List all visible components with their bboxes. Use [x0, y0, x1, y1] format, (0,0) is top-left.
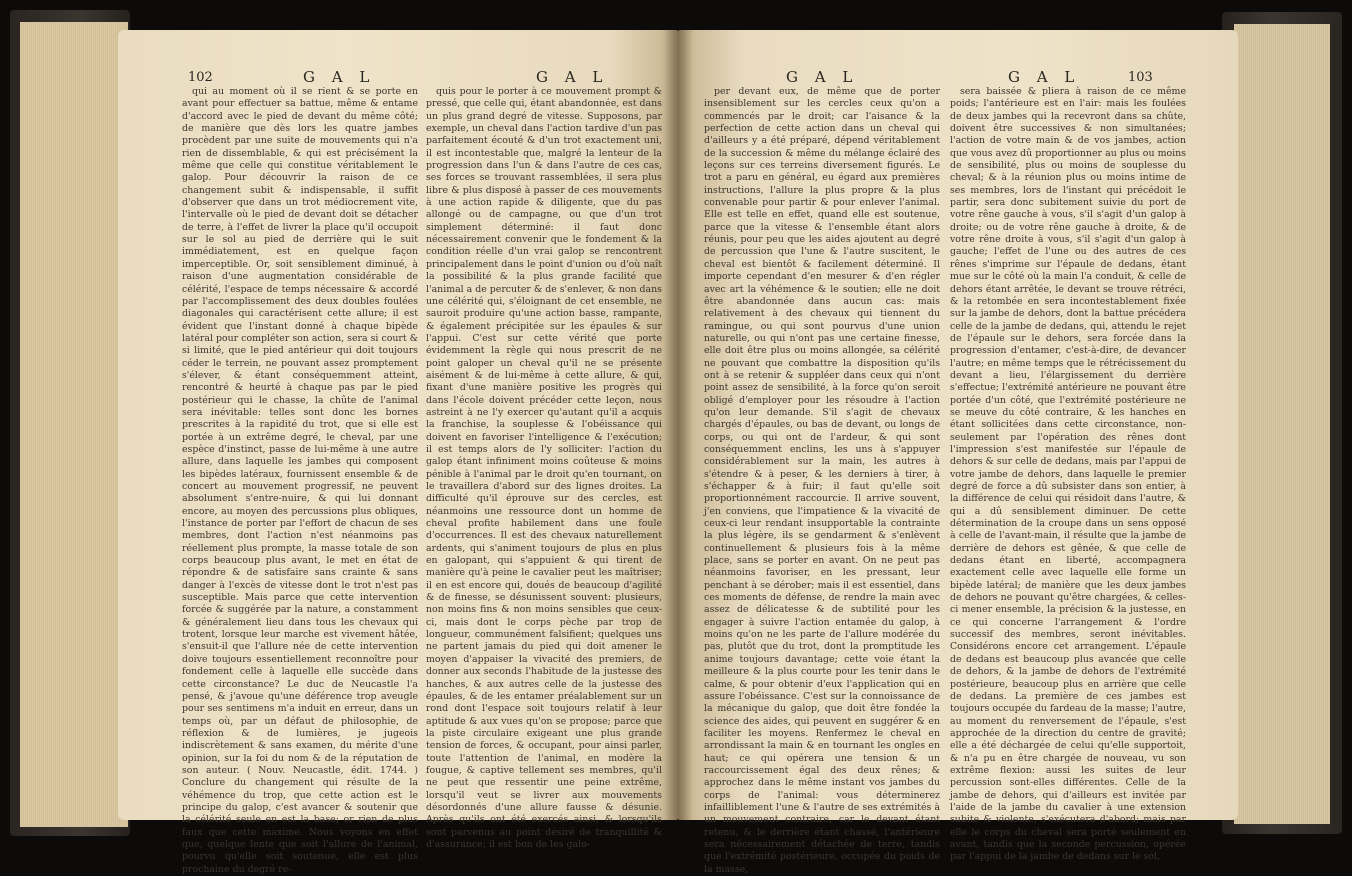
left-page-column-1 [182, 86, 418, 875]
running-head-right-col2: G A L [1008, 68, 1081, 86]
right-page-column-2 [950, 86, 1186, 863]
page-number-right: 103 [1128, 70, 1153, 85]
page-number-left: 102 [188, 70, 213, 85]
column-text: quis pour le porter à ce mouvement prompt & pressé, que celle qui, étant abandonnée, est dans un plus grand degré de vitesse. Supposons, par exemple, un cheval dans l'action tardive d'un pas parfaitement écouté & d'un trot exactement uni, il est incontestable que, malgré la lenteur de la progression dans l'un & dans l'autre de ces cas, ses forces se trouvant rassemblées, il sera plus libre & plus disposé à passer de ces mouvements à une action rapide & diligente, que du pas allongé ou de campagne, ou que d'un trot simplement déterminé: il faut donc nécessairement convenir que le fondement & la condition réelle d'un vrai galop se rencontrent principalement dans le point d'union ou d'où naît la possibilité & la plus grande facilité que l'animal a de percuter & de s'enlever, & non dans une célérité qui, s'éloignant de cet ensemble, ne sauroit produire qu'une action basse, rampante, & également précipitée sur les épaules & sur l'appui. C'est sur cette vérité que porte évidemment la règle qui nous prescrit de ne point galoper un cheval qu'il ne se présente aisément & de lui-même à cette allure, & qui, fixant d'une manière positive les progrès qui dans l'école doivent précéder cette leçon, nous astreint à ne l'y exercer qu'autant qu'il a acquis la franchise, la souplesse & l'obéissance qui doivent en favoriser l'intelligence & l'exécution; il est temps alors de l'y solliciter: l'action du galop étant infiniment moins coûteuse & moins pénible à l'animal par le droit qu'en tournant, on le travaillera d'abord sur des lignes droites. La difficulté qu'il éprouve sur des cercles, est néanmoins une ressource dont un homme de cheval profite habilement dans une foule d'occurrences. Il est des chevaux naturellement ardents, qui s'animent toujours de plus en plus en galopant, qui s'appuient & qui tirent de manière qu'à peine le cavalier peut les maîtriser; il en est encore qui, doués de beaucoup d'agilité & de finesse, se désunissent souvent: plusieurs, non moins fins & non moins sensibles que ceux-ci, mais dont le corps pèche par trop de longueur, communément falsifient; quelques uns ne partent jamais du pied qui doit amener le moyen d'appaiser la vivacité des premiers, de donner aux seconds l'habitude de la justesse des hanches, & aux autres celle de la justesse des épaules, & de les entamer préalablement sur un rond dont l'espace soit toujours relatif à leur aptitude & aux vues qu'on se propose; parce que la piste circulaire exigeant une plus grande tension de forces, & occupant, pour ainsi parler, toute l'attention de l'animal, en modère la fougue, & captive tellement ses membres, qu'il ne peut que ressentir une peine extrême, lorsqu'il veut se livrer aux mouvements désordonnés d'une allure fausse & désunie. Après qu'ils ont été exercés ainsi, & lorsqu'ils sont parvenus au point désiré de tranquillité & d'assurance; il est bon de les galo- [426, 86, 662, 850]
right-page-edges [1234, 24, 1330, 824]
book-gutter [664, 30, 692, 820]
running-head-right-col1: G A L [786, 68, 859, 86]
left-page-edges [20, 22, 128, 827]
right-page [678, 30, 1238, 875]
running-head-left-col2: G A L [536, 68, 609, 86]
column-text: sera baissée & pliera à raison de ce même poids; l'antérieure est en l'air: mais les foulées de deux jambes qui la recevront dans sa chûte, doivent être successives & non simultanées; l'action de votre main & de vos jambes, action que vous avez dû proportionner au plus ou moins de sensibilité, plus ou moins de souplesse du cheval; & à la réunion plus ou moins intime de ses membres, lors de l'instant qui précédoit le partir, sera donc subitement suivie du port de votre rêne gauche à vous, s'il s'agit d'un galop à droite; ou de votre rêne gauche à droite, & de votre rêne droite à vous, s'il s'agit d'un galop à gauche; l'effet de l'une ou des autres de ces rênes s'imprime sur l'épaule de dedans, étant mue sur le côté où la main l'a conduit, & celle de dehors étant arrêtée, le devant se trouve rétréci, & la retombée en sera incontestablement fixée sur la jambe de dehors, dont la battue précédera celle de la jambe de dedans, qui, attendu le rejet de l'épaule sur le dehors, sera forcée dans la progression d'entamer, c'est-à-dire, de devancer l'autre; en même temps que le rétrécissement du devant a lieu, l'élargissement du derrière s'effectue; l'extrémité antérieure ne pouvant être portée d'un côté, que l'extrémité postérieure ne se meuve du côté contraire, & les hanches en étant sollicitées dans cette circonstance, non-seulement par l'opération des rênes dont l'impression s'est manifestée sur l'épaule de dehors & sur celle de dedans, mais par l'appui de votre jambe de dehors, dans laquelle le premier degré de force a dû subsister dans son entier, à la différence de celui qui résidoit dans l'autre, & qui a dû sensiblement diminuer. De cette détermination de la croupe dans un sens opposé à celle de l'avant-main, il résulte que la jambe de derrière de dehors est gênée, & que celle de dedans étant en liberté, accompagnera exactement celle avec laquelle elle forme un bipède latéral; de manière que les deux jambes de dehors ne pouvant qu'être chargées, & celles-ci mener ensemble, la précision & la justesse, en ce qui concerne l'arrangement & l'ordre successif des membres, seront inévitables. Considérons encore cet arrangement. L'épaule de dedans est beaucoup plus avancée que celle de dehors, & la jambe de dehors de l'extrémité postérieure, beaucoup plus en arrière que celle de dedans. La première de ces jambes est toujours occupée du fardeau de la masse; l'autre, au moment du renversement de l'épaule, s'est approchée de la direction du centre de gravité; elle a été déchargée de celui qu'elle supportoit, & n'a pu en être chargée de nouveau, vu son extrême flexion: aussi les suites de leur percussion sont-elles différentes. Celle de la jambe de dehors, qui d'ailleurs est invitée par l'aide de la jambe du cavalier à une extension subite & violente, s'exécutera d'abord; mais par elle le corps du cheval sera porté seulement en avant, tandis que la seconde percussion, opérée par l'appui de la jambe de dedans sur le sol, [950, 86, 1186, 863]
right-page-column-1 [704, 86, 940, 875]
left-page-column-2 [426, 86, 662, 850]
column-text: qui au moment où il se rient & se porte en avant pour effectuer sa battue, même & entame d'accord avec le pied de devant du même côté; de manière que dès lors les quatre jambes procèdent par une suite de mouvements qui n'a rien de dissemblable, & qui est précisément la même que celle qui constitue véritablement le galop. Pour découvrir la raison de ce changement subit & indispensable, il suffit d'observer que dans un trot médiocrement vite, l'intervalle où le pied de devant doit se détacher de terre, à l'effet de livrer la place qu'il occupoit sur le sol au pied de derrière qui le suit immédiatement, est en quelque façon imperceptible. Or, soit sensiblement diminué, à raison d'une augmentation considérable de célérité, l'espace de temps nécessaire & accordé par l'accomplissement des deux doubles foulées diagonales qui caractérisent cette allure; il est évident que l'instant donné à chaque bipède latéral pour compléter son action, sera si court & si limité, que le pied antérieur qui doit toujours céder le terrein, ne pouvant assez promptement s'élever, & étant conséquemment atteint, rencontré & heurté à chaque pas par le pied postérieur qui le chasse, la chûte de l'animal sera inévitable: telles sont donc les bornes prescrites à la rapidité du trot, que si elle est portée à un extrême degré, le cheval, par une espèce d'instinct, passe de lui-même à une autre allure, dans laquelle les jambes qui composent les bipèdes latéraux, fournissent ensemble & de concert au mouvement progressif, ne peuvent absolument s'entre-nuire, & qui lui donnant encore, au moyen des percussions plus obliques, l'instance de porter par l'effort de chacun de ses membres, dont l'action n'est néanmoins pas réellement plus prompte, la masse totale de son corps beaucoup plus avant, le met en état de répondre & de satisfaire sans crainte & sans danger à l'excès de vitesse dont le trot n'est pas susceptible. Mais parce que cette intervention forcée & suggérée par la nature, a constamment & généralement lieu dans tous les chevaux qui trotent, lorsque leur marche est vivement hâtée, s'ensuit-il que l'allure née de cette intervention doive toujours essentiellement reconnoître pour fondement celle à laquelle elle succède dans cette circonstance? Le duc de Neucastle l'a pensé, & j'avoue qu'une déférence trop aveugle pour ses sentimens m'a induit en erreur, dans un temps où, par un défaut de philosophie, de réflexion & de lumières, je jugeois indiscrètement & sans examen, du mérite d'une opinion, sur la foi du nom & de la réputation de son auteur. ( Nouv. Neucastle, édit. 1744. ) Conclure du changement qui résulte de la véhémence du trop, que cette action est le principe du galop, c'est avancer & soutenir que la célérité seule en est la base; or rien de plus faux que cette maxime. Nous voyons en effet que, quelque lente que soit l'allure de l'animal, pourvu qu'elle soit soutenue, elle est plus prochaine du degré re- [182, 86, 418, 875]
left-page [118, 30, 678, 875]
column-text: per devant eux, de même que de porter insensiblement sur les cercles ceux qu'on a commencés par le droit; car l'aisance & la perfection de cette action dans un cheval qui d'ailleurs y a été préparé, dépend véritablement de la succession & même du mélange éclairé des leçons sur ces terreins diversement figurés. Le trot a paru en général, eu égard aux premières instructions, l'allure la plus propre & la plus convenable pour partir & pour enlever l'animal. Elle est telle en effet, quand elle est soutenue, parce que la vitesse & l'ensemble étant alors réunis, pour peu que les aides ajoutent au degré de percussion que l'une & l'autre suscitent, le cheval est bientôt & facilement déterminé. Il importe cependant d'en mesurer & d'en régler avec art la véhémence & le soutien; elle ne doit être abandonnée dans aucun cas: mais relativement à des chevaux qui tiennent du ramingue, ou qui sont pourvus d'une union naturelle, ou qui n'ont pas une certaine finesse, elle doit être plus ou moins allongée, sa célérité ne pouvant que combattre la disposition qu'ils ont à se retenir & suppléer dans ceux qui n'ont point assez de sensibilité, à la force qu'on seroit obligé d'employer pour les résoudre à l'action qu'on leur demande. S'il s'agit de chevaux chargés d'épaules, ou bas de devant, ou longs de corps, ou qui ont de l'ardeur, & qui sont conséquemment enclins, les uns à s'appuyer considérablement sur la main, les autres à s'étendre & à peser, & les derniers à tirer, à s'échapper & à fuir; il faut qu'elle soit proportionnément raccourcie. Il arrive souvent, j'en conviens, que l'impatience & la vivacité de ceux-ci leur rendant insupportable la contrainte la plus légère, ils se gendarment & s'enlèvent continuellement & plusieurs fois à la même place, sans se porter en avant. On ne peut pas néanmoins favoriser, en les pressant, leur penchant à se dérober; mais il est essentiel, dans ces moments de défense, de rendre la main avec assez de délicatesse & de subtilité pour les engager à suivre l'action entamée du galop, à moins qu'on ne les parte de l'allure modérée du pas, plutôt que du trot, dont la promptitude les anime toujours davantage; cette voie étant la meilleure & la plus courte pour les tenir dans le calme, & pour obtenir d'eux l'application qui en assure l'obéissance. C'est sur la connoissance de la mécanique du galop, que doit être fondée la science des aides, qui peuvent en suggérer & en faciliter les moyens. Renfermez le cheval en arrondissant la main & en tournant les ongles en haut; ce qui opérera une tension & un raccourcissement égal des deux rênes; & approchez dans le même instant vos jambes du corps de l'animal: vous déterminerez infailliblement l'une & l'autre de ses extrémités à un mouvement contraire, car le devant étant retenu, & le derrière étant chassé, l'antérieure sera nécessairement détachée de terre, tandis que l'extrémité postérieure, occupée du poids de la masse, [704, 86, 940, 875]
running-head-left-col1: G A L [303, 68, 376, 86]
